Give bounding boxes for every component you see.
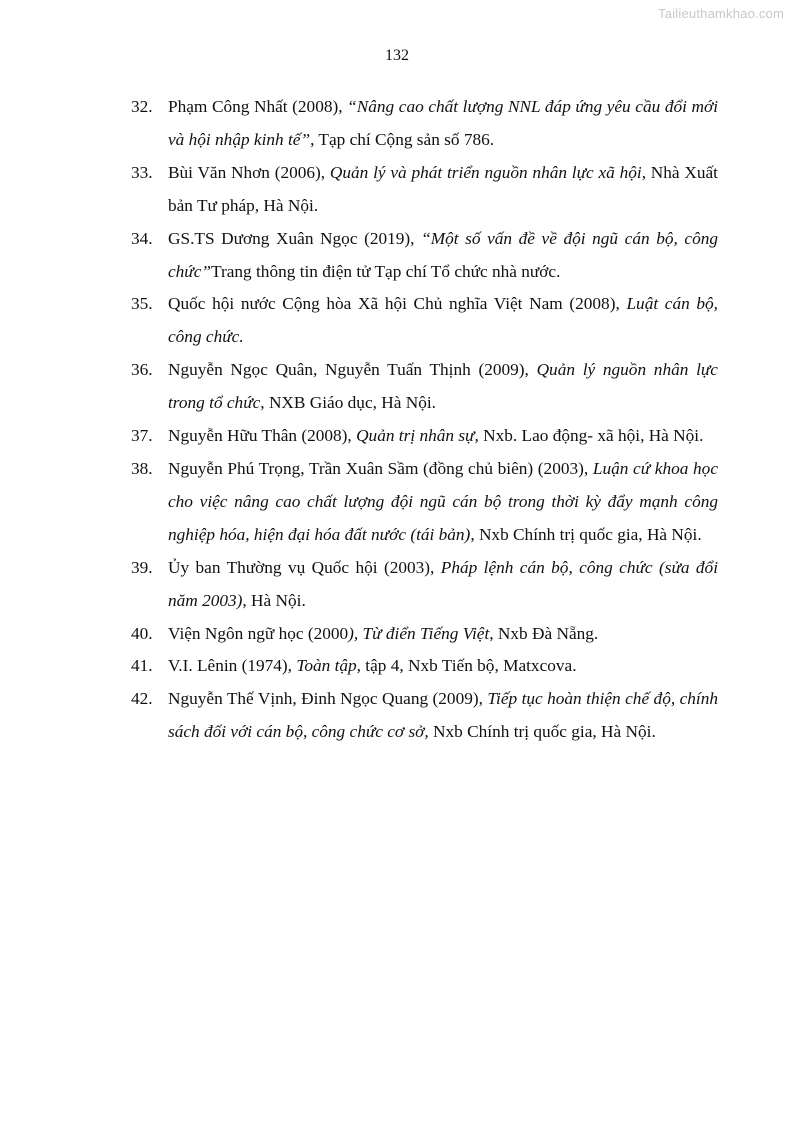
reference-title-text: Pháp lệnh cán bộ, công chức (sửa đổi năm 2003) (168, 557, 718, 610)
reference-item (131, 618, 718, 651)
reference-text: Ủy ban Thường vụ Quốc hội (2003), (168, 557, 441, 577)
reference-text: GS.TS Dương Xuân Ngọc (2019), (168, 228, 422, 248)
reference-title-text: “Một số vấn đề về đội ngũ cán bộ, công chức” (168, 228, 718, 281)
reference-text: , Tạp chí Cộng sản số 786. (310, 129, 495, 149)
reference-item (131, 650, 718, 683)
reference-title-text: Toàn tập, (296, 656, 361, 676)
reference-text: , Nxb Đà Nẵng. (489, 623, 599, 643)
reference-text: Nguyễn Hữu Thân (2008), (168, 426, 357, 446)
reference-title-text: Luận cứ khoa học cho việc nâng cao chất lượng đội ngũ cán bộ trong thời kỳ đẩy mạnh công nghiệp hóa, hiện đại hóa đất nước (tái bản) (168, 458, 718, 544)
reference-item (131, 288, 718, 354)
reference-number: 38. (131, 458, 153, 478)
reference-text: Bùi Văn Nhơn (2006), (168, 162, 330, 182)
reference-item (131, 683, 718, 749)
reference-text: V.I. Lênin (1974), (168, 656, 297, 676)
reference-text: , Nhà Xuất bản Tư pháp, Hà Nội. (168, 162, 718, 215)
reference-text: Nguyễn Phú Trọng, Trần Xuân Sầm (đồng chủ biên) (2003), (168, 458, 593, 478)
reference-title-text: Tiếp tục hoàn thiện chế độ, chính sách đối với cán bộ, công chức cơ sở, (168, 689, 718, 742)
reference-number: 37. (131, 426, 153, 446)
reference-text: Trang thông tin điện tử Tạp chí Tổ chức nhà nước. (211, 261, 561, 281)
reference-text: Phạm Công Nhất (2008), (168, 97, 348, 116)
reference-title-text: Quản lý nguồn nhân lực trong tổ chức (168, 360, 718, 413)
reference-title-text: ), Từ điển Tiếng Việt (348, 623, 490, 643)
reference-title-text: Quản trị nhân sự (356, 426, 475, 446)
reference-number: 33. (131, 162, 153, 182)
reference-title-text: Quản lý và phát triển nguồn nhân lực xã hội (329, 162, 642, 182)
reference-text: , Nxb. Lao động- xã hội, Hà Nội. (474, 426, 704, 446)
reference-item (131, 420, 718, 453)
reference-text: Nguyễn Thế Vịnh, Đinh Ngọc Quang (2009), (168, 689, 488, 709)
reference-text: Nxb Chính trị quốc gia, Hà Nội. (428, 722, 656, 742)
reference-item (131, 453, 718, 552)
reference-title-text: “Nâng cao chất lượng NNL đáp ứng yêu cầu đổi mới và hội nhập kinh tế” (168, 97, 718, 149)
reference-number: 41. (131, 656, 153, 676)
reference-list (131, 91, 718, 749)
reference-number: 40. (131, 623, 153, 643)
reference-number: 42. (131, 689, 153, 709)
reference-text: , NXB Giáo dục, Hà Nội. (260, 393, 436, 413)
reference-item (131, 552, 718, 618)
reference-number: 34. (131, 228, 153, 248)
reference-item (131, 223, 718, 289)
reference-text: , Hà Nội. (242, 590, 306, 610)
reference-text: Nguyễn Ngọc Quân, Nguyễn Tuấn Thịnh (2009), (168, 360, 537, 380)
reference-title-text: Luật cán bộ, công chức. (168, 294, 718, 347)
watermark: Tailieuthamkhao.com (658, 6, 784, 21)
reference-text: , Nxb Chính trị quốc gia, Hà Nội. (470, 524, 702, 544)
reference-text: Viện Ngôn ngữ học (2000 (168, 623, 349, 643)
reference-item (131, 157, 718, 223)
reference-number: 35. (131, 294, 153, 314)
reference-text: tập 4, Nxb Tiến bộ, Matxcova. (360, 656, 577, 676)
reference-number: 32. (131, 97, 153, 116)
reference-number: 36. (131, 360, 153, 380)
page-number: 132 (385, 47, 409, 64)
reference-number: 39. (131, 557, 153, 577)
reference-text: Quốc hội nước Cộng hòa Xã hội Chủ nghĩa Việt Nam (2008), (168, 294, 627, 314)
reference-item (131, 354, 718, 420)
reference-item (131, 91, 718, 157)
